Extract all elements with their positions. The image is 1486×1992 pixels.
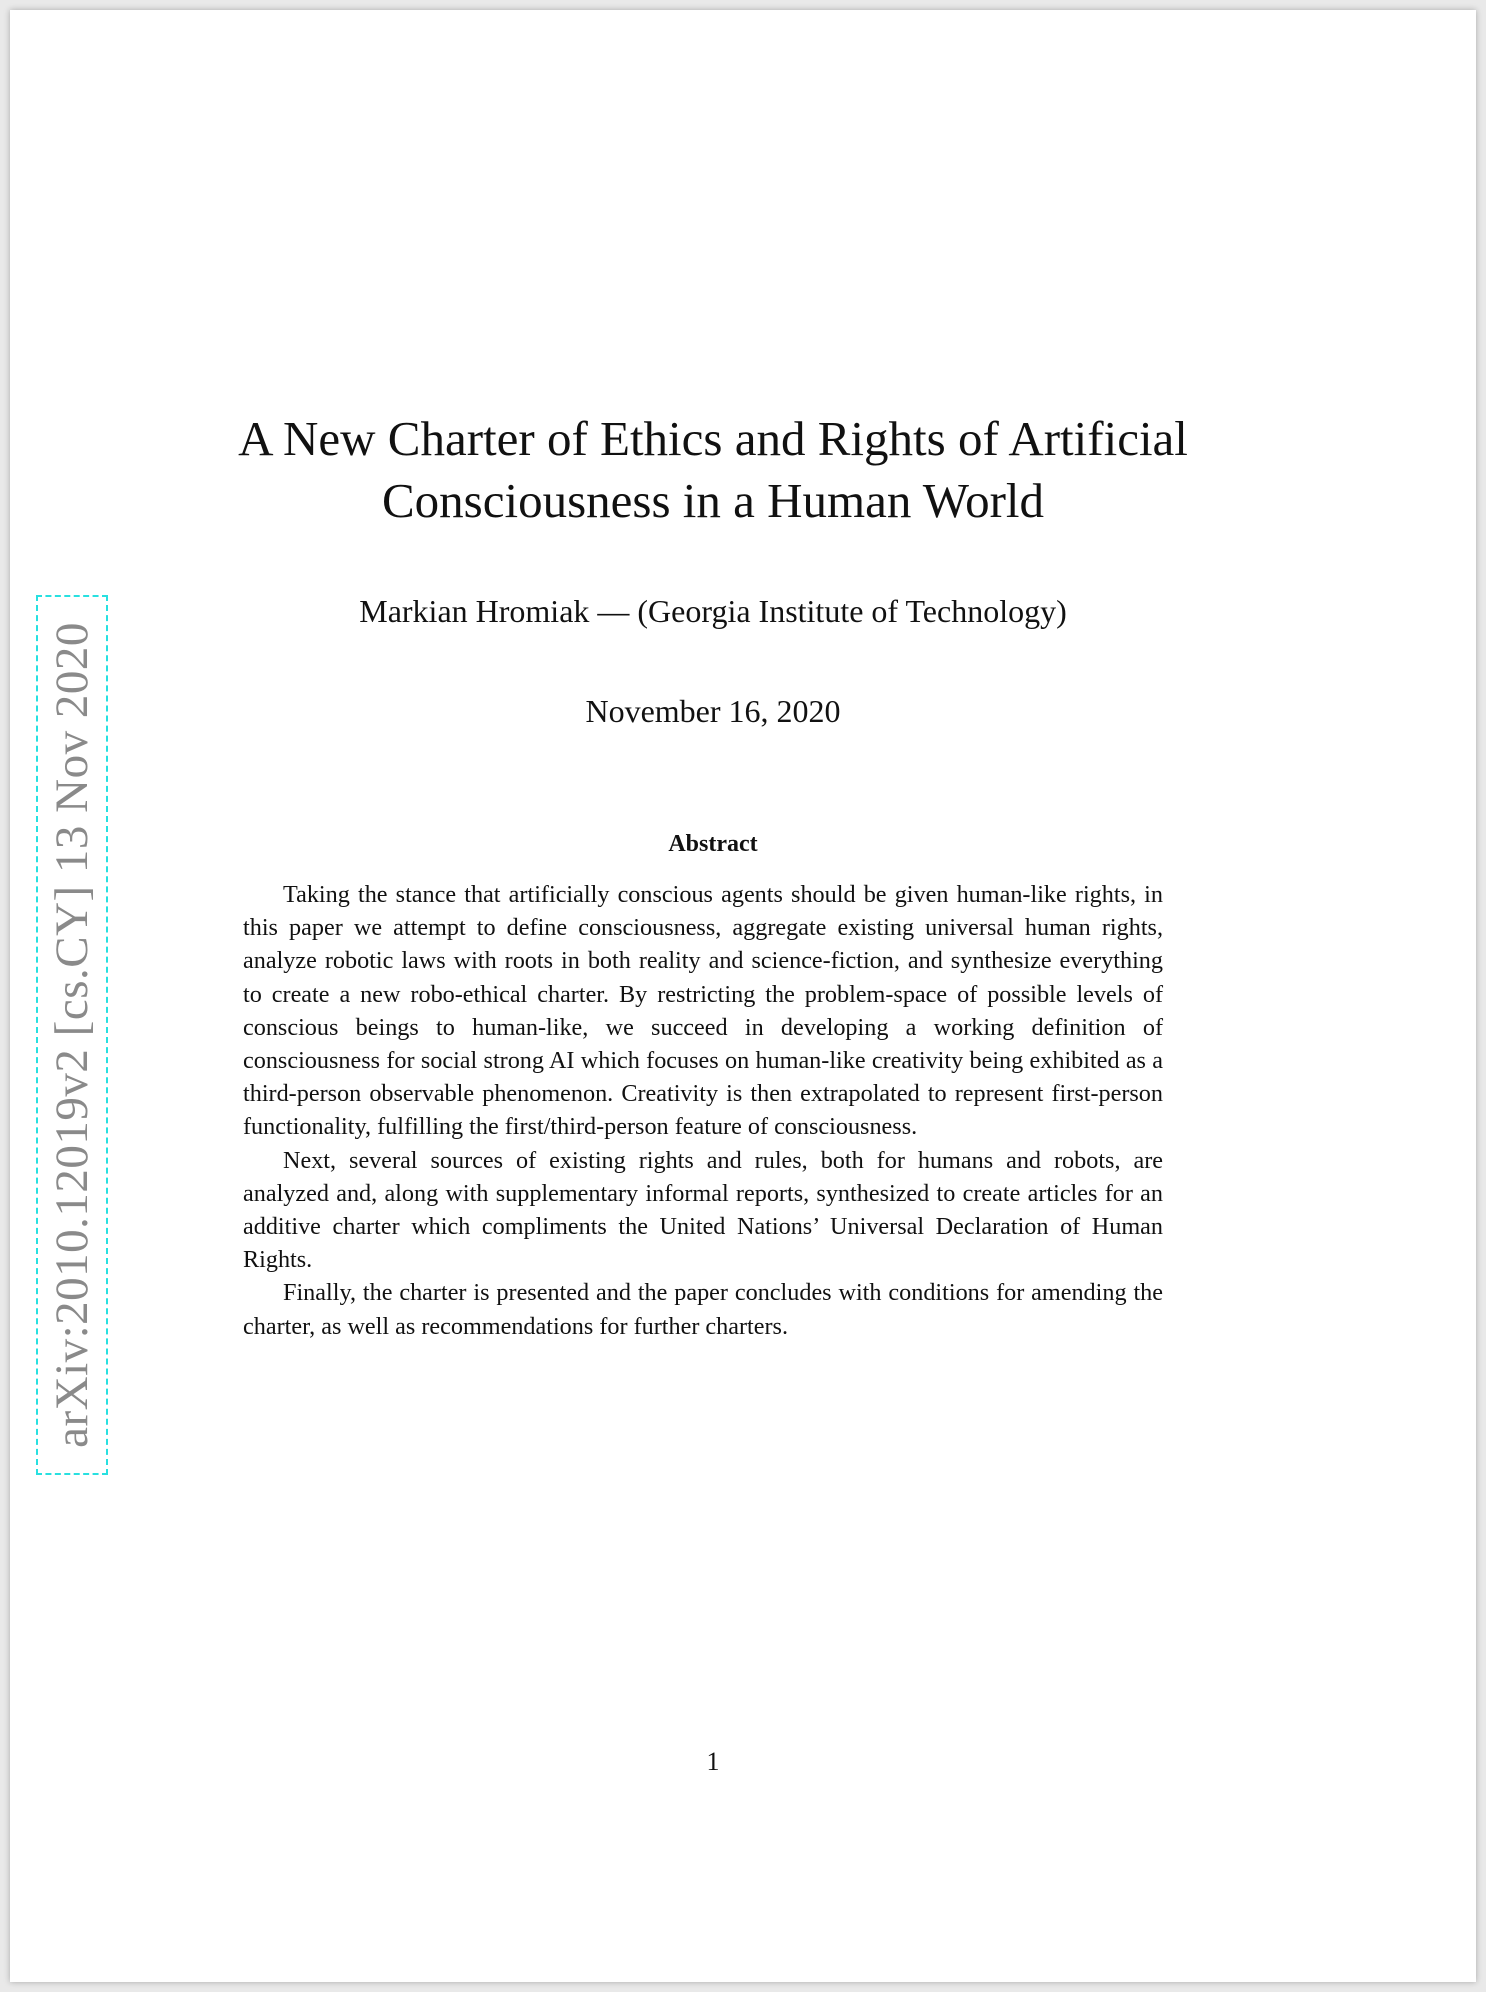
abstract-paragraph-2: Next, several sources of existing rights and rules, both for humans and robots, are analyzed and, along with supplementary informal reports, synthesized to create articles for an additive charter which compliments the United Nations’ Universal Declaration of Human Rights. bbox=[243, 1146, 1163, 1274]
paper-title bbox=[170, 408, 1256, 532]
arxiv-identifier: arXiv:2010.12019v2 [cs.CY] 13 Nov 2020 bbox=[46, 622, 98, 1448]
abstract-paragraph-1: Taking the stance that artificially conscious agents should be given human-like rights, in this paper we attempt to define consciousness, aggregate existing universal human rights, analyze robotic laws with roots in both reality and science-fiction, and synthesize everything to create a new robo-ethical charter. By restricting the problem-space of possible levels of conscious beings to human-like, we succeed in developing a working definition of consciousness for social strong AI which focuses on human-like creativity being exhibited as a third-person observable phenomenon. Creativity is then extrapolated to represent first-person functionality, fulfilling the first/third-person feature of consciousness. bbox=[243, 881, 1163, 1141]
abstract-body bbox=[243, 878, 1163, 1343]
page-number: 1 bbox=[706, 1747, 720, 1776]
abstract-paragraph-3: Finally, the charter is presented and the paper concludes with conditions for amending the charter, as well as recommendations for further charters. bbox=[243, 1279, 1163, 1340]
title-line-1: A New Charter of Ethics and Rights of Artificial bbox=[238, 411, 1188, 466]
author-line: Markian Hromiak — (Georgia Institute of Technology) bbox=[359, 593, 1067, 629]
arxiv-stamp[interactable] bbox=[36, 595, 108, 1475]
paper-date: November 16, 2020 bbox=[585, 693, 841, 729]
paper-page bbox=[10, 10, 1476, 1982]
title-line-2: Consciousness in a Human World bbox=[381, 473, 1045, 528]
abstract-heading: Abstract bbox=[668, 831, 758, 857]
